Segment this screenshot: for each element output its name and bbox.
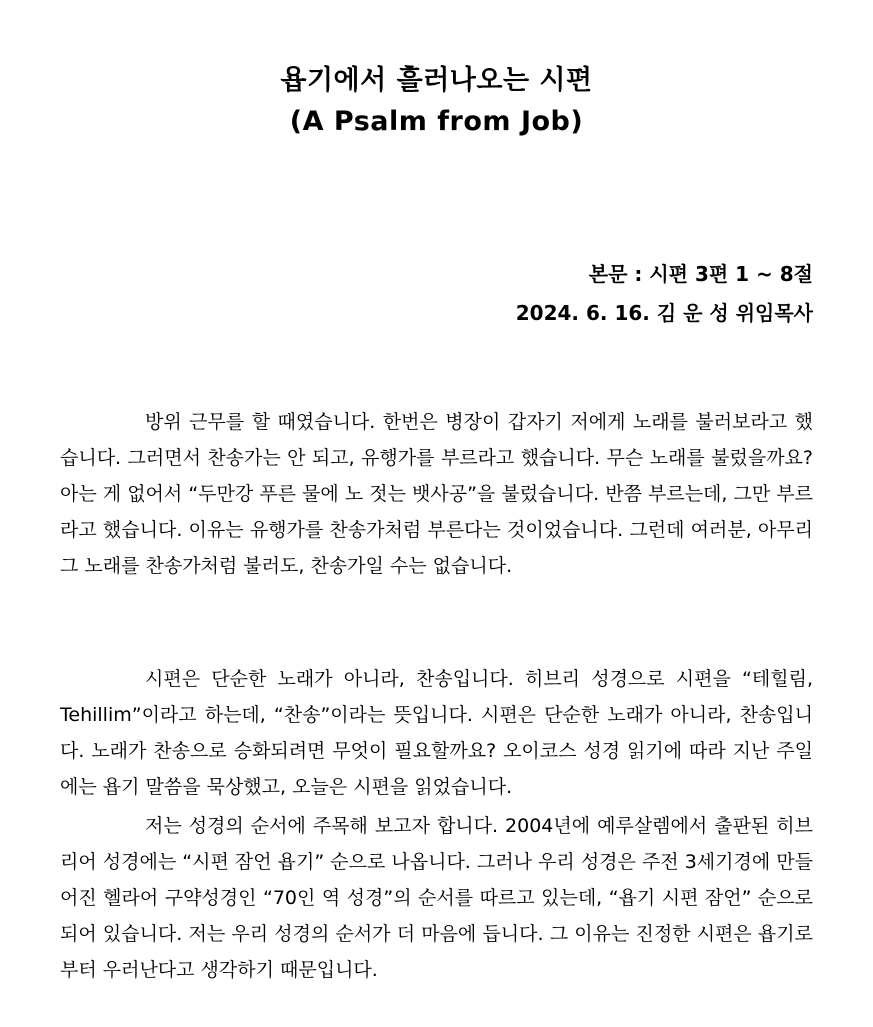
sermon-title-korean: 욥기에서 흘러나오는 시편 [280,65,593,96]
scripture-reference: 본문 : 시편 3편 1 ~ 8절 [588,262,813,286]
body-paragraph-2: 시편은 단순한 노래가 아니라, 찬송입니다. 히브리 성경으로 시편을 “테힐림, Tehillim”이라고 하는데, “찬송”이라는 뜻입니다. 시편은 단순한 노래가 아니라, 찬송입니다. 노래가 찬송으로 승화되려면 무엇이 필요할까요? 오이코스 성경 읽기에 따라 지난 주일에는 욥기 말씀을 묵상했고, 오늘은 시편을 읽었습니다. [60,668,813,798]
body-paragraph-3: 저는 성경의 순서에 주목해 보고자 합니다. 2004년에 예루살렘에서 출판된 히브리어 성경에는 “시편 잠언 욥기” 순으로 나옵니다. 그러나 우리 성경은 주전 3세기경에 만들어진 헬라어 구약성경인 “70인 역 성경”의 순서를 따르고 있는데, “욥기 시편 잠언” 순으로 되어 있습니다. 저는 우리 성경의 순서가 더 마음에 듭니다. 그 이유는 진정한 시편은 욥기로부터 우러난다고 생각하기 때문입니다. [60,815,813,981]
date-and-author: 2024. 6. 16. 김 운 성 위임목사 [515,301,813,325]
sermon-title-english: (A Psalm from Job) [289,106,584,137]
body-paragraph-1: 방위 근무를 할 때였습니다. 한번은 병장이 갑자기 저에게 노래를 불러보라고 했습니다. 그러면서 찬송가는 안 되고, 유행가를 부르라고 했습니다. 무슨 노래를 불렀을까요? 아는 게 없어서 “두만강 푸른 물에 노 젓는 뱃사공”을 불렀습니다. 반쯤 부르는데, 그만 부르라고 했습니다. 이유는 유행가를 찬송가처럼 부른다는 것이었습니다. 그런데 여러분, 아무리 그 노래를 찬송가처럼 불러도, 찬송가일 수는 없습니다. [60,411,813,577]
